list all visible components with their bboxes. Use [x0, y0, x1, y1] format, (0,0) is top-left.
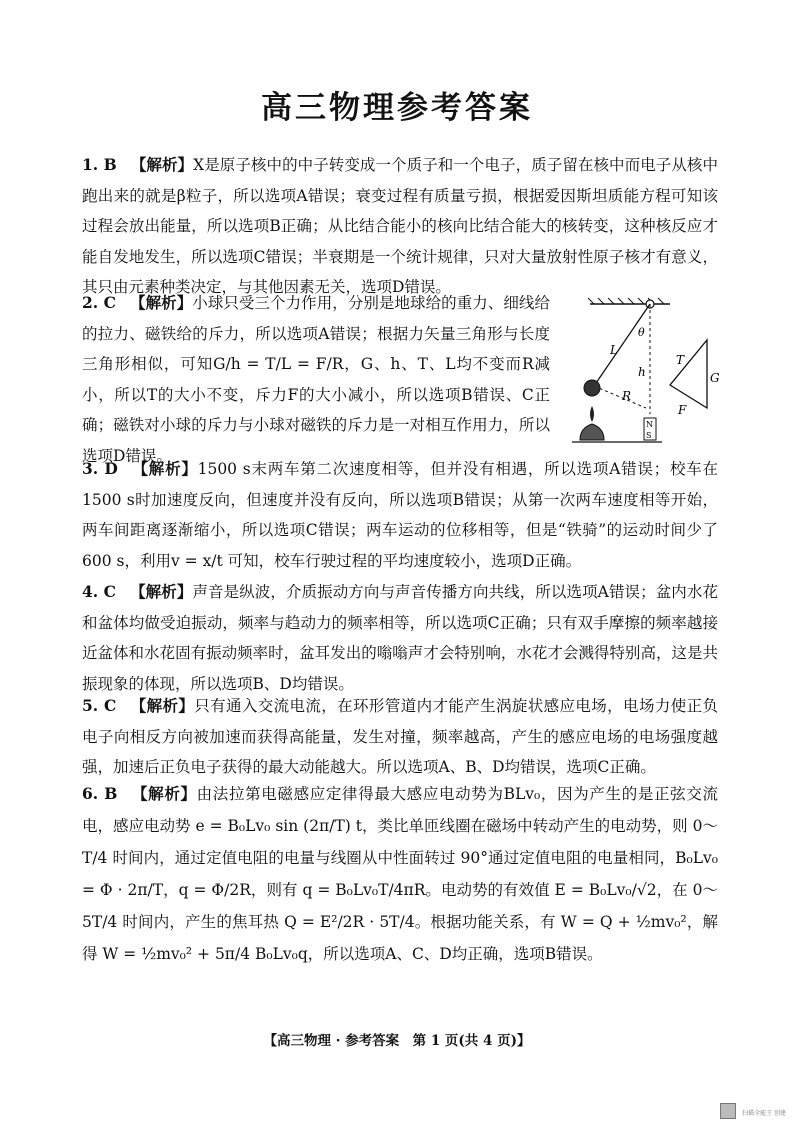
analysis-tag: 【解析】 [129, 293, 193, 312]
question-2 [82, 288, 550, 471]
analysis-tag: 【解析】 [131, 784, 197, 803]
question-text: 只有通入交流电流，在环形管道内才能产生涡旋状感应电场，电场力使正负电子向相反方向被加速而获得高能量，发生对撞，频率越高，产生的感应电场的电场强度越强，加速后正负电子获得的最大动能越大。所以选项A、B、D均错误，选项C正确。 [82, 697, 718, 776]
analysis-tag: 【解析】 [131, 459, 198, 478]
r-label: R [622, 389, 632, 403]
question-5 [82, 691, 718, 783]
distance-line [594, 386, 646, 408]
question-3 [82, 454, 718, 576]
page-title: 高三物理参考答案 [261, 90, 533, 126]
f-label: F [678, 403, 687, 417]
question-6 [82, 778, 718, 970]
analysis-tag: 【解析】 [130, 696, 195, 715]
question-number: 4. C [82, 582, 116, 601]
analysis-tag: 【解析】 [130, 582, 193, 601]
scan-watermark: 扫描全能王 创建 [742, 1110, 786, 1117]
pendulum-force-diagram [552, 290, 732, 450]
magnet-s-label: S [646, 431, 652, 440]
question-number: 6. B [82, 784, 118, 803]
question-text: 小球只受三个力作用，分别是地球给的重力、细线给的拉力、磁铁给的斥力，所以选项A错误；根据力矢量三角形与长度三角形相似，可知G/h = T/L = F/R，G、h、T、L均不变而R减小，所以T的大小不变，斥力F的大小减小，所以选项B错误、C正确；磁铁对小球的斥力与小球对磁铁的斥力是一对相互作用力，所以选项D错误。 [82, 294, 551, 465]
h-label: h [638, 365, 646, 379]
l-label: L [610, 343, 618, 357]
ball [584, 380, 600, 396]
question-number: 2. C [82, 293, 116, 312]
theta-label: θ [638, 326, 645, 339]
question-4 [82, 577, 718, 699]
flame [590, 406, 594, 422]
page-footer: 【高三物理 · 参考答案 第 1 页(共 4 页)】 [263, 1033, 531, 1049]
qr-code-icon [720, 1103, 736, 1119]
question-number: 5. C [82, 696, 117, 715]
question-text: X是原子核中的中子转变成一个质子和一个电子，质子留在核中而电子从核中跑出来的就是β粒子，所以选项A错误；衰变过程有质量亏损，根据爱因斯坦质能方程可知该过程会放出能量，所以选项B正确；从比结合能小的核向比结合能大的核转变，这种核反应才能自发地发生，所以选项C错误；半衰期是一个统计规律，只对大量放射性原子核才有意义，其只由元素种类决定，与其他因素无关，选项D错误。 [82, 156, 718, 296]
force-triangle [670, 340, 707, 408]
question-number: 3. D [82, 459, 118, 478]
question-text: 声音是纵波，介质振动方向与声音传播方向共线，所以选项A错误；盆内水花和盆体均做受迫振动，频率与趋动力的频率相等，所以选项C正确；只有双手摩擦的频率越接近盆体和水花固有振动频率时，盆耳发出的嗡嗡声才会特别响，水花才会溅得特别高，这是共振现象的体现，所以选项B、D均错误。 [82, 583, 718, 693]
magnet-n-label: N [646, 420, 653, 429]
question-number: 1. B [82, 155, 117, 174]
t-label: T [676, 353, 685, 367]
lamp [580, 424, 604, 440]
g-label: G [710, 371, 720, 385]
question-text: 1500 s末两车第二次速度相等，但并没有相遇，所以选项A错误；校车在1500 s时加速度反向，但速度并没有反向，所以选项B错误；从第一次两车速度相等开始，两车间距离逐渐缩小，所以选项C错误；两车运动的位移相等，但是“铁骑”的运动时间少了600 s，利用v = x/t 可知，校车行驶过程的平均速度较小，选项D正确。 [82, 460, 718, 570]
analysis-tag: 【解析】 [130, 155, 194, 174]
question-text: 由法拉第电磁感应定律得最大感应电动势为BLv₀，因为产生的是正弦交流电，感应电动势 e = B₀Lv₀ sin (2π/T) t，类比单匝线圈在磁场中转动产生的电动势，则 0～T/4 时间内，通过定值电阻的电量与线圈从中性面转过 90°通过定值电阻的电量相同，B₀Lv₀ = Φ · 2π/T，q = Φ/2R，则有 q = B₀Lv₀T/4πR。电动势的有效值 E = B₀Lv₀/√2，在 0～5T/4 时间内，产生的焦耳热 Q = E²/2R · 5T/4。根据功能关系，有 W = Q + ½mv₀²，解得 W = ½mv₀² + 5π/4 B₀Lv₀q，所以选项A、C、D均正确，选项B错误。 [82, 785, 718, 963]
question-1 [82, 150, 718, 303]
